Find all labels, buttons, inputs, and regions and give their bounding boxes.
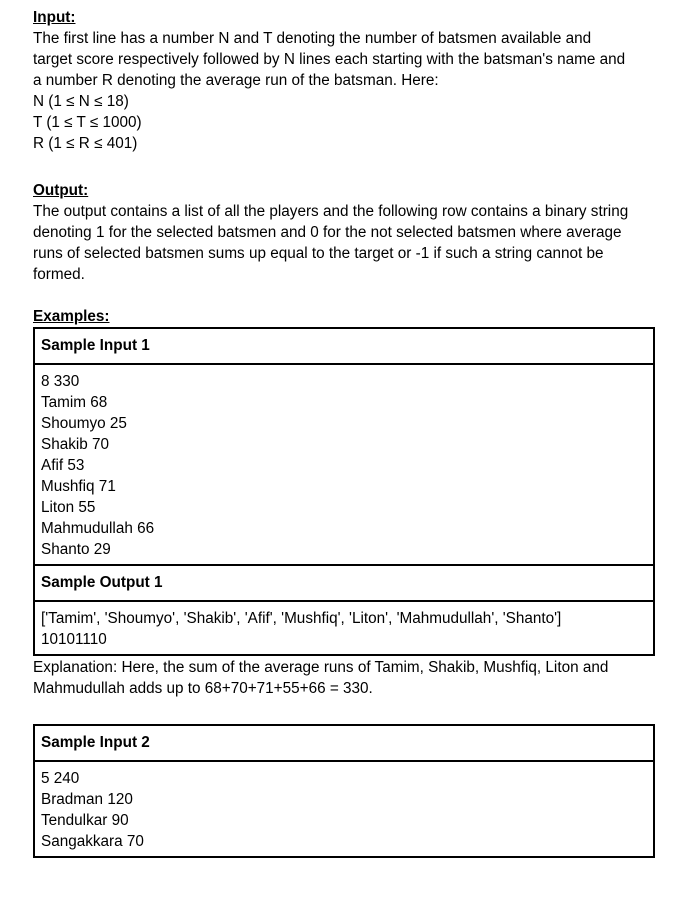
sample-input-2-title: Sample Input 2 xyxy=(41,734,150,751)
sample-input-line: Liton 55 xyxy=(41,499,96,516)
text-line: a number R denoting the average run of the batsman. Here: xyxy=(33,72,439,89)
sample-input-line: Shanto 29 xyxy=(41,541,111,558)
output-heading: Output: xyxy=(33,182,89,199)
explanation-line: Explanation: Here, the sum of the average runs of Tamim, Shakib, Mushfiq, Liton and xyxy=(33,659,609,676)
constraint-r: R (1 ≤ R ≤ 401) xyxy=(33,135,138,152)
sample-input-2-box xyxy=(33,724,655,858)
constraint-n: N (1 ≤ N ≤ 18) xyxy=(33,93,129,110)
sample-input-line: 8 330 xyxy=(41,373,80,390)
sample-input-line: Tendulkar 90 xyxy=(41,812,129,829)
sample-input-line: Tamim 68 xyxy=(41,394,108,411)
sample-output-1-body xyxy=(35,600,653,654)
text-line: target score respectively followed by N lines each starting with the batsman's name and xyxy=(33,51,626,68)
sample-output-line: ['Tamim', 'Shoumyo', 'Shakib', 'Afif', 'Mushfiq', 'Liton', 'Mahmudullah', 'Shanto'] xyxy=(41,610,562,627)
text-line: The first line has a number N and T denoting the number of batsmen available and xyxy=(33,30,592,47)
sample-input-line: Sangakkara 70 xyxy=(41,833,144,850)
problem-document xyxy=(33,7,663,858)
sample-input-1-title: Sample Input 1 xyxy=(41,337,150,354)
sample-input-line: Shoumyo 25 xyxy=(41,415,127,432)
sample-input-1-body xyxy=(35,363,653,564)
sample-input-2-body xyxy=(35,760,653,856)
examples-heading: Examples: xyxy=(33,308,110,325)
sample-input-line: Bradman 120 xyxy=(41,791,133,808)
text-line: runs of selected batsmen sums up equal to the target or -1 if such a string cannot be xyxy=(33,245,604,262)
input-heading: Input: xyxy=(33,9,76,26)
text-line: denoting 1 for the selected batsmen and 0 for the not selected batsmen where average xyxy=(33,224,622,241)
sample-input-line: Shakib 70 xyxy=(41,436,110,453)
input-description xyxy=(33,28,663,154)
sample-input-1-box xyxy=(33,327,655,656)
explanation-line: Mahmudullah adds up to 68+70+71+55+66 = 330. xyxy=(33,680,373,697)
sample-input-line: Afif 53 xyxy=(41,457,85,474)
text-line: The output contains a list of all the players and the following row contains a binary string xyxy=(33,203,629,220)
text-line: formed. xyxy=(33,266,85,283)
output-description xyxy=(33,201,663,285)
sample-input-line: Mahmudullah 66 xyxy=(41,520,155,537)
sample-input-line: Mushfiq 71 xyxy=(41,478,116,495)
sample-output-line: 10101110 xyxy=(41,631,107,648)
sample-output-1-title: Sample Output 1 xyxy=(35,564,653,600)
constraint-t: T (1 ≤ T ≤ 1000) xyxy=(33,114,142,131)
sample-input-line: 5 240 xyxy=(41,770,80,787)
explanation xyxy=(33,657,663,699)
